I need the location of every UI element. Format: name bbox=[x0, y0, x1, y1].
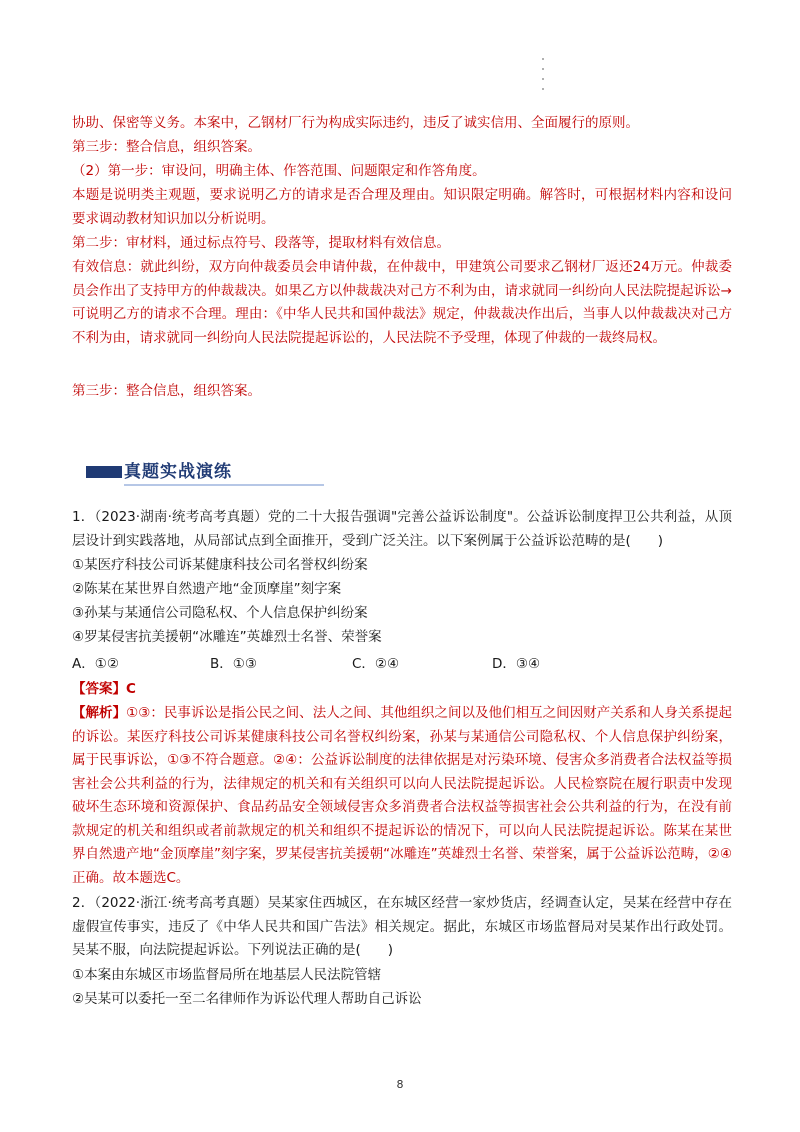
q1-answer bbox=[72, 678, 732, 702]
q1-item-2: ②陈某在某世界自然遗产地“金顶摩崖”刻字案 bbox=[72, 581, 342, 597]
q1-stem: 1．（2023·湖南·统考高考真题）党的二十大报告强调"完善公益诉讼制度"。公益诉讼制度捍卫公共利益，从顶层设计到实践落地，从局部试点到全面推开，受到广泛关注。以下案例属于公益诉讼范畴的是( ) bbox=[72, 509, 732, 549]
section-underline bbox=[124, 484, 324, 486]
q1-option-d: D．③④ bbox=[492, 656, 541, 672]
section-title: 真题实战演练 bbox=[124, 462, 232, 482]
section-header bbox=[86, 458, 326, 486]
q1-analysis bbox=[72, 702, 732, 890]
answer-value: C bbox=[126, 681, 136, 697]
q2-stem: 2．（2022·浙江·统考高考真题）吴某家住西城区，在东城区经营一家炒货店，经调查认定，吴某在经营中存在虚假宣传事实，违反了《中华人民共和国广告法》相关规定。据此，东城区市场监督局对吴某作出行政处罚。吴某不服，向法院提起诉讼。下列说法正确的是( ) bbox=[72, 895, 732, 958]
q1-option-b: B．①③ bbox=[210, 656, 257, 672]
top-line-4: 第二步：审材料，通过标点符号、段落等，提取材料有效信息。 bbox=[72, 235, 450, 251]
q1-item-4: ④罗某侵害抗美援朝“冰雕连”英雄烈士名誉、荣誉案 bbox=[72, 629, 382, 645]
q1-options bbox=[72, 652, 732, 676]
page-number: 8 bbox=[396, 1078, 404, 1091]
q2-item-1: ①本案由东城区市场监督局所在地基层人民法院管辖 bbox=[72, 967, 382, 983]
q1-item-1: ①某医疗科技公司诉某健康科技公司名誉权纠纷案 bbox=[72, 557, 368, 573]
decorative-dots bbox=[542, 58, 546, 98]
q1-option-c: C．②④ bbox=[352, 656, 400, 672]
q2-item-2: ②吴某可以委托一至二名律师作为诉讼代理人帮助自己诉讼 bbox=[72, 991, 422, 1007]
top-para-1: 本题是说明类主观题，要求说明乙方的请求是否合理及理由。知识限定明确。解答时，可根据材料内容和设问要求调动教材知识加以分析说明。 bbox=[72, 187, 732, 227]
q1-item-3: ③孙某与某通信公司隐私权、个人信息保护纠纷案 bbox=[72, 605, 368, 621]
q1-option-a: A．①② bbox=[72, 656, 119, 672]
analysis-label: 【解析】 bbox=[72, 705, 127, 721]
answer-label: 【答案】 bbox=[72, 681, 126, 697]
top-para-2: 有效信息：就此纠纷，双方向仲裁委员会申请仲裁，在仲裁中，甲建筑公司要求乙钢材厂返还24万元。仲裁委员会作出了支持甲方的仲裁裁决。如果乙方以仲裁裁决对己方不利为由，请求就同一纠纷向人民法院提起诉讼→可说明乙方的请求不合理。理由：《中华人民共和国仲裁法》规定，仲裁裁决作出后，当事人以仲裁裁决对己方不利为由，请求就同一纠纷向人民法院提起诉讼的，人民法院不予受理，体现了仲裁的一裁终局权。 bbox=[72, 259, 732, 346]
top-line-2: 第三步：整合信息，组织答案。 bbox=[72, 139, 261, 155]
top-line-5: 第三步：整合信息，组织答案。 bbox=[72, 383, 261, 399]
section-bar bbox=[86, 466, 122, 478]
top-line-3: （2）第一步：审设问，明确主体、作答范围、问题限定和作答角度。 bbox=[72, 163, 486, 179]
analysis-text: ①③：民事诉讼是指公民之间、法人之间、其他组织之间以及他们相互之间因财产关系和人身关系提起的诉讼。某医疗科技公司诉某健康科技公司名誉权纠纷案，孙某与某通信公司隐私权、个人信息保护纠纷案，属于民事诉讼，①③不符合题意。②④：公益诉讼制度的法律依据是对污染环境、侵害众多消费者合法权益等损害社会公共利益的行为，法律规定的机关和有关组织可以向人民法院提起诉讼。人民检察院在履行职责中发现破坏生态环境和资源保护、食品药品安全领域侵害众多消费者合法权益等损害社会公共利益的行为，在没有前款规定的机关和组织或者前款规定的机关和组织不提起诉讼的情况下，可以向人民法院提起诉讼。陈某在某世界自然遗产地“金顶摩崖”刻字案，罗某侵害抗美援朝“冰雕连”英雄烈士名誉、荣誉案，属于公益诉讼范畴，②④正确。故本题选C。 bbox=[72, 705, 732, 886]
top-line-1: 协助、保密等义务。本案中，乙钢材厂行为构成实际违约，违反了诚实信用、全面履行的原则。 bbox=[72, 115, 639, 131]
